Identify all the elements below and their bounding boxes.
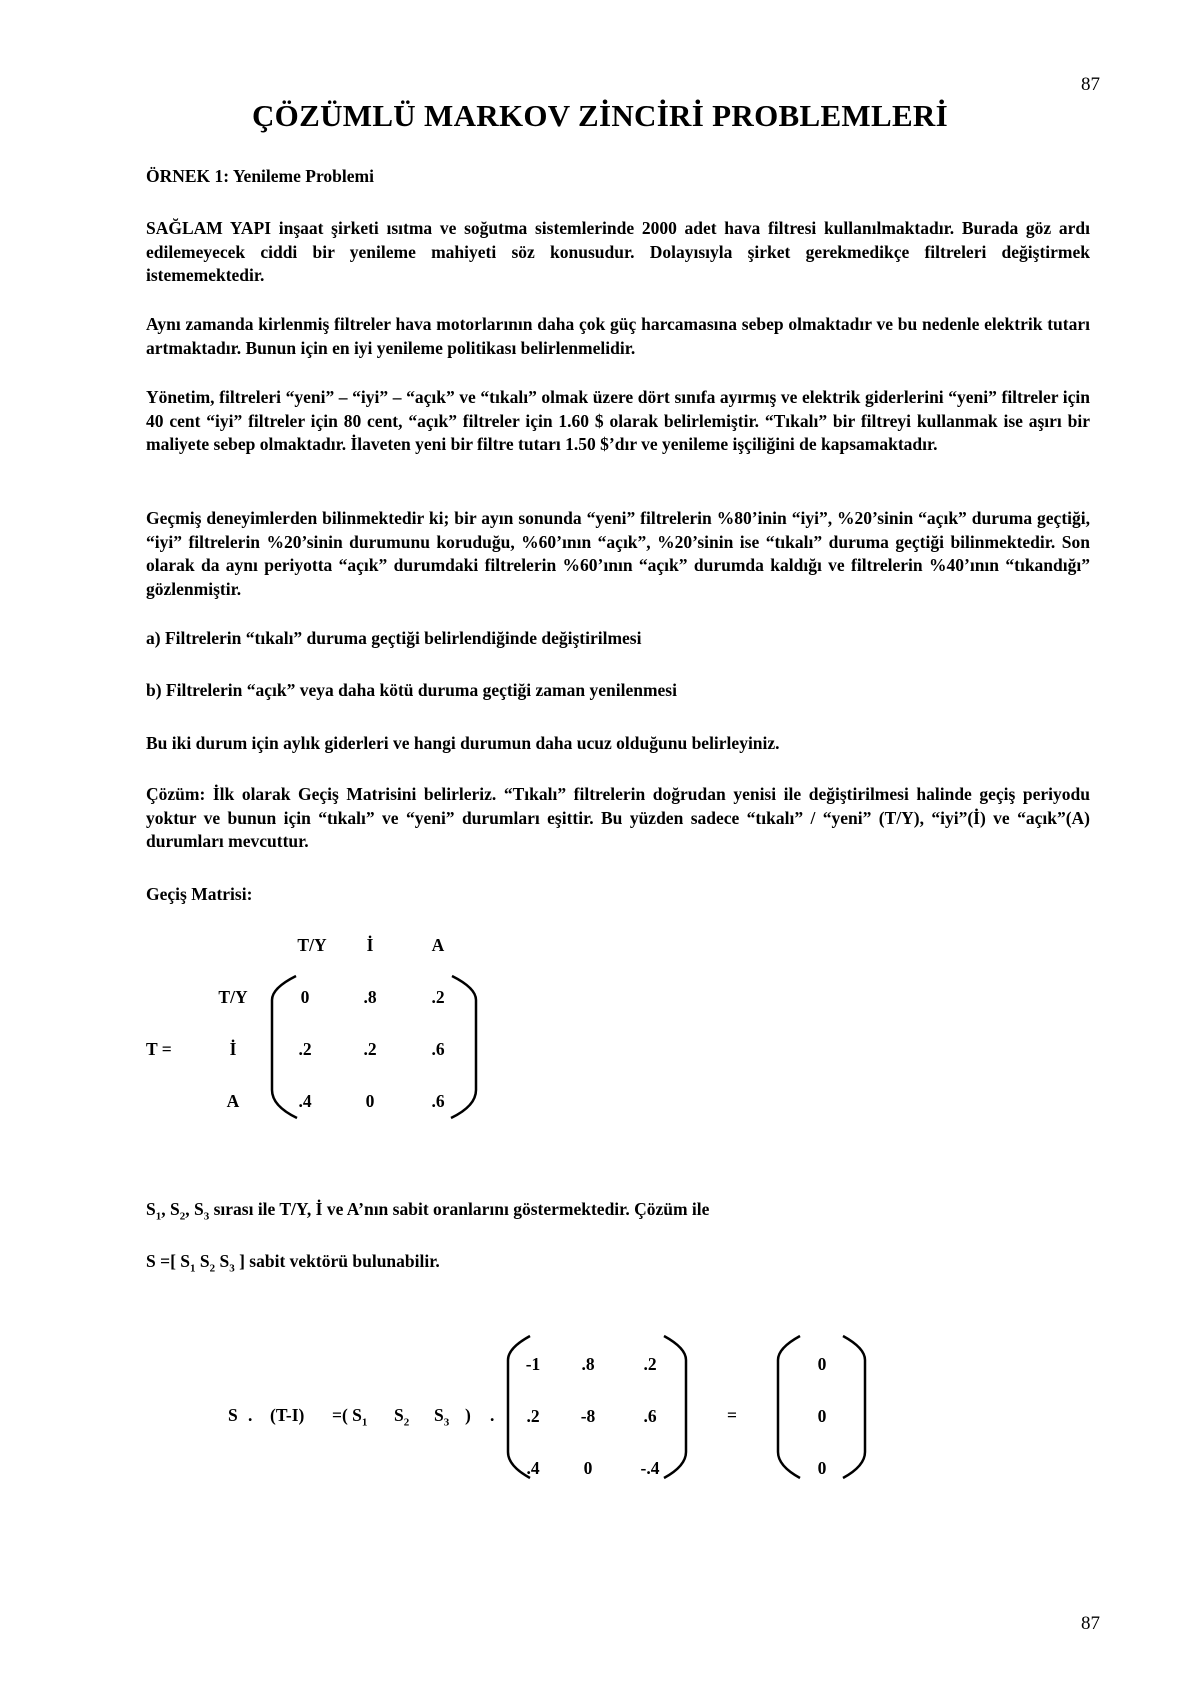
equation-dot: .	[490, 1405, 495, 1425]
paragraph-costs: Yönetim, filtreleri “yeni” – “iyi” – “açık” ve “tıkalı” olmak üzere dört sınıfa ayırmış ve elektrik giderlerini “yeni” filtreler için 40 cent “iyi” filtreler için 80 cent, “açık” filtreler için 1.60 $ olarak belirlemiştir. “Tıkalı” bir filtreyi kullanmak ise aşırı bir maliyete sebep olmaktadır. İlaveten yeni bir filtre tutarı 1.50 $’dır ve yenileme işçiliğini de kapsamaktadır.	[146, 387, 1090, 454]
col-header-ty: T/Y	[297, 935, 327, 955]
rhs-cell: 0	[817, 1406, 827, 1426]
page-number-top: 87	[1081, 74, 1100, 95]
matrix-cell: 0	[300, 987, 310, 1007]
equation-s: S	[228, 1405, 238, 1425]
eq-matrix-cell: .6	[643, 1406, 657, 1426]
matrix-cell: .2	[431, 987, 445, 1007]
question: Bu iki durum için aylık giderleri ve hangi durumun daha ucuz olduğunu belirleyiniz.	[146, 733, 780, 753]
rhs-cell: 0	[817, 1354, 827, 1374]
matrix-cell: .2	[363, 1039, 377, 1059]
matrix-cell: .6	[431, 1091, 445, 1111]
eq-matrix-cell: 0	[583, 1458, 593, 1478]
row-header-ty: T/Y	[218, 987, 248, 1007]
rhs-cell: 0	[817, 1458, 827, 1478]
page-number-bottom: 87	[1081, 1613, 1100, 1634]
eq-matrix-cell: .2	[526, 1406, 540, 1426]
paragraph-solution: Çözüm: İlk olarak Geçiş Matrisini belirleriz. “Tıkalı” filtrelerin doğrudan yenisi ile değiştirilmesi halinde geçiş periyodu yoktur ve bunun için “tıkalı” ve “yeni” durumları eşittir. Bu yüzden sadece “tıkalı” / “yeni” (T/Y), “iyi”(İ) ve “açık”(A) durumları mevcuttur.	[146, 784, 1090, 851]
equation-dot: .	[248, 1405, 253, 1425]
col-header-a: A	[431, 935, 445, 955]
paragraph-electricity: Aynı zamanda kirlenmiş filtreler hava motorlarının daha çok güç harcamasına sebep olmaktadır ve bu nedenle elektrik tutarı artmaktadır. Bunun için en iyi yenileme politikası belirlenmelidir.	[146, 314, 1090, 358]
option-a: a) Filtrelerin “tıkalı” duruma geçtiği belirlendiğinde değiştirilmesi	[146, 628, 642, 648]
s-sentence: $S_1$, $S_2$, $S_3$ sırası ile T/Y, İ ve A’nın sabit oranlarını göstermektedir. Çözüm ile	[146, 1199, 710, 1223]
matrix-cell: .4	[298, 1091, 312, 1111]
row-header-i: İ	[229, 1039, 237, 1059]
matrix-name: T =	[146, 1039, 172, 1059]
eq-matrix-cell: .2	[643, 1354, 657, 1374]
matrix-cell: 0	[365, 1091, 375, 1111]
equation-close-paren: )	[465, 1405, 471, 1425]
paragraph-history: Geçmiş deneyimlerden bilinmektedir ki; bir ayın sonunda “yeni” filtrelerin %80’inin “iyi”, %20’sinin “açık” duruma geçtiği, “iyi” filtrelerin %20’sinin durumunu koruduğu, %60’ının “açık”, %20’sinin ise “tıkalı” duruma geçtiği bilinmektedir. Son olarak da aynı periyotta “açık” durumdaki filtrelerin %60’ının “açık” durumda kaldığı ve filtrelerin %40’ının “tıkandığı” gözlenmiştir.	[146, 508, 1090, 599]
eq-matrix-cell: .8	[581, 1354, 595, 1374]
eq-matrix-cell: -.4	[640, 1458, 660, 1478]
matrix-cell: .6	[431, 1039, 445, 1059]
matrix-label: Geçiş Matrisi:	[146, 884, 253, 904]
matrix-cell: .8	[363, 987, 377, 1007]
row-header-a: A	[226, 1091, 240, 1111]
eq-matrix-cell: -8	[580, 1406, 596, 1426]
matrix-cell: .2	[298, 1039, 312, 1059]
equation-s2: $S_2$	[394, 1405, 410, 1429]
equation-equals: =	[727, 1405, 737, 1425]
example-heading: ÖRNEK 1: Yenileme Problemi	[146, 166, 374, 186]
equation-t-minus-i: (T-I)	[270, 1405, 305, 1425]
col-header-i: İ	[366, 935, 374, 955]
option-b: b) Filtrelerin “açık” veya daha kötü duruma geçtiği zaman yenilenmesi	[146, 680, 677, 700]
eq-matrix-cell: .4	[526, 1458, 540, 1478]
vector-sentence: S =[ $S_1$ $S_2$ $S_3$ ] sabit vektörü bulunabilir.	[146, 1251, 440, 1275]
equation-s3: $S_3$	[434, 1405, 450, 1429]
equation-s1: =( $S_1$	[332, 1405, 368, 1429]
eq-matrix-cell: -1	[525, 1354, 541, 1374]
paragraph-intro: SAĞLAM YAPI inşaat şirketi ısıtma ve soğutma sistemlerinde 2000 adet hava filtresi kullanılmaktadır. Burada göz ardı edilemeyecek ciddi bir yenileme mahiyeti söz konusudur. Dolayısıyla şirket gerekmedikçe filtreleri değiştirmek istememektedir.	[146, 218, 1090, 285]
matrix-brackets	[0, 0, 1, 1]
page-title: ÇÖZÜMLÜ MARKOV ZİNCİRİ PROBLEMLERİ	[252, 98, 948, 133]
